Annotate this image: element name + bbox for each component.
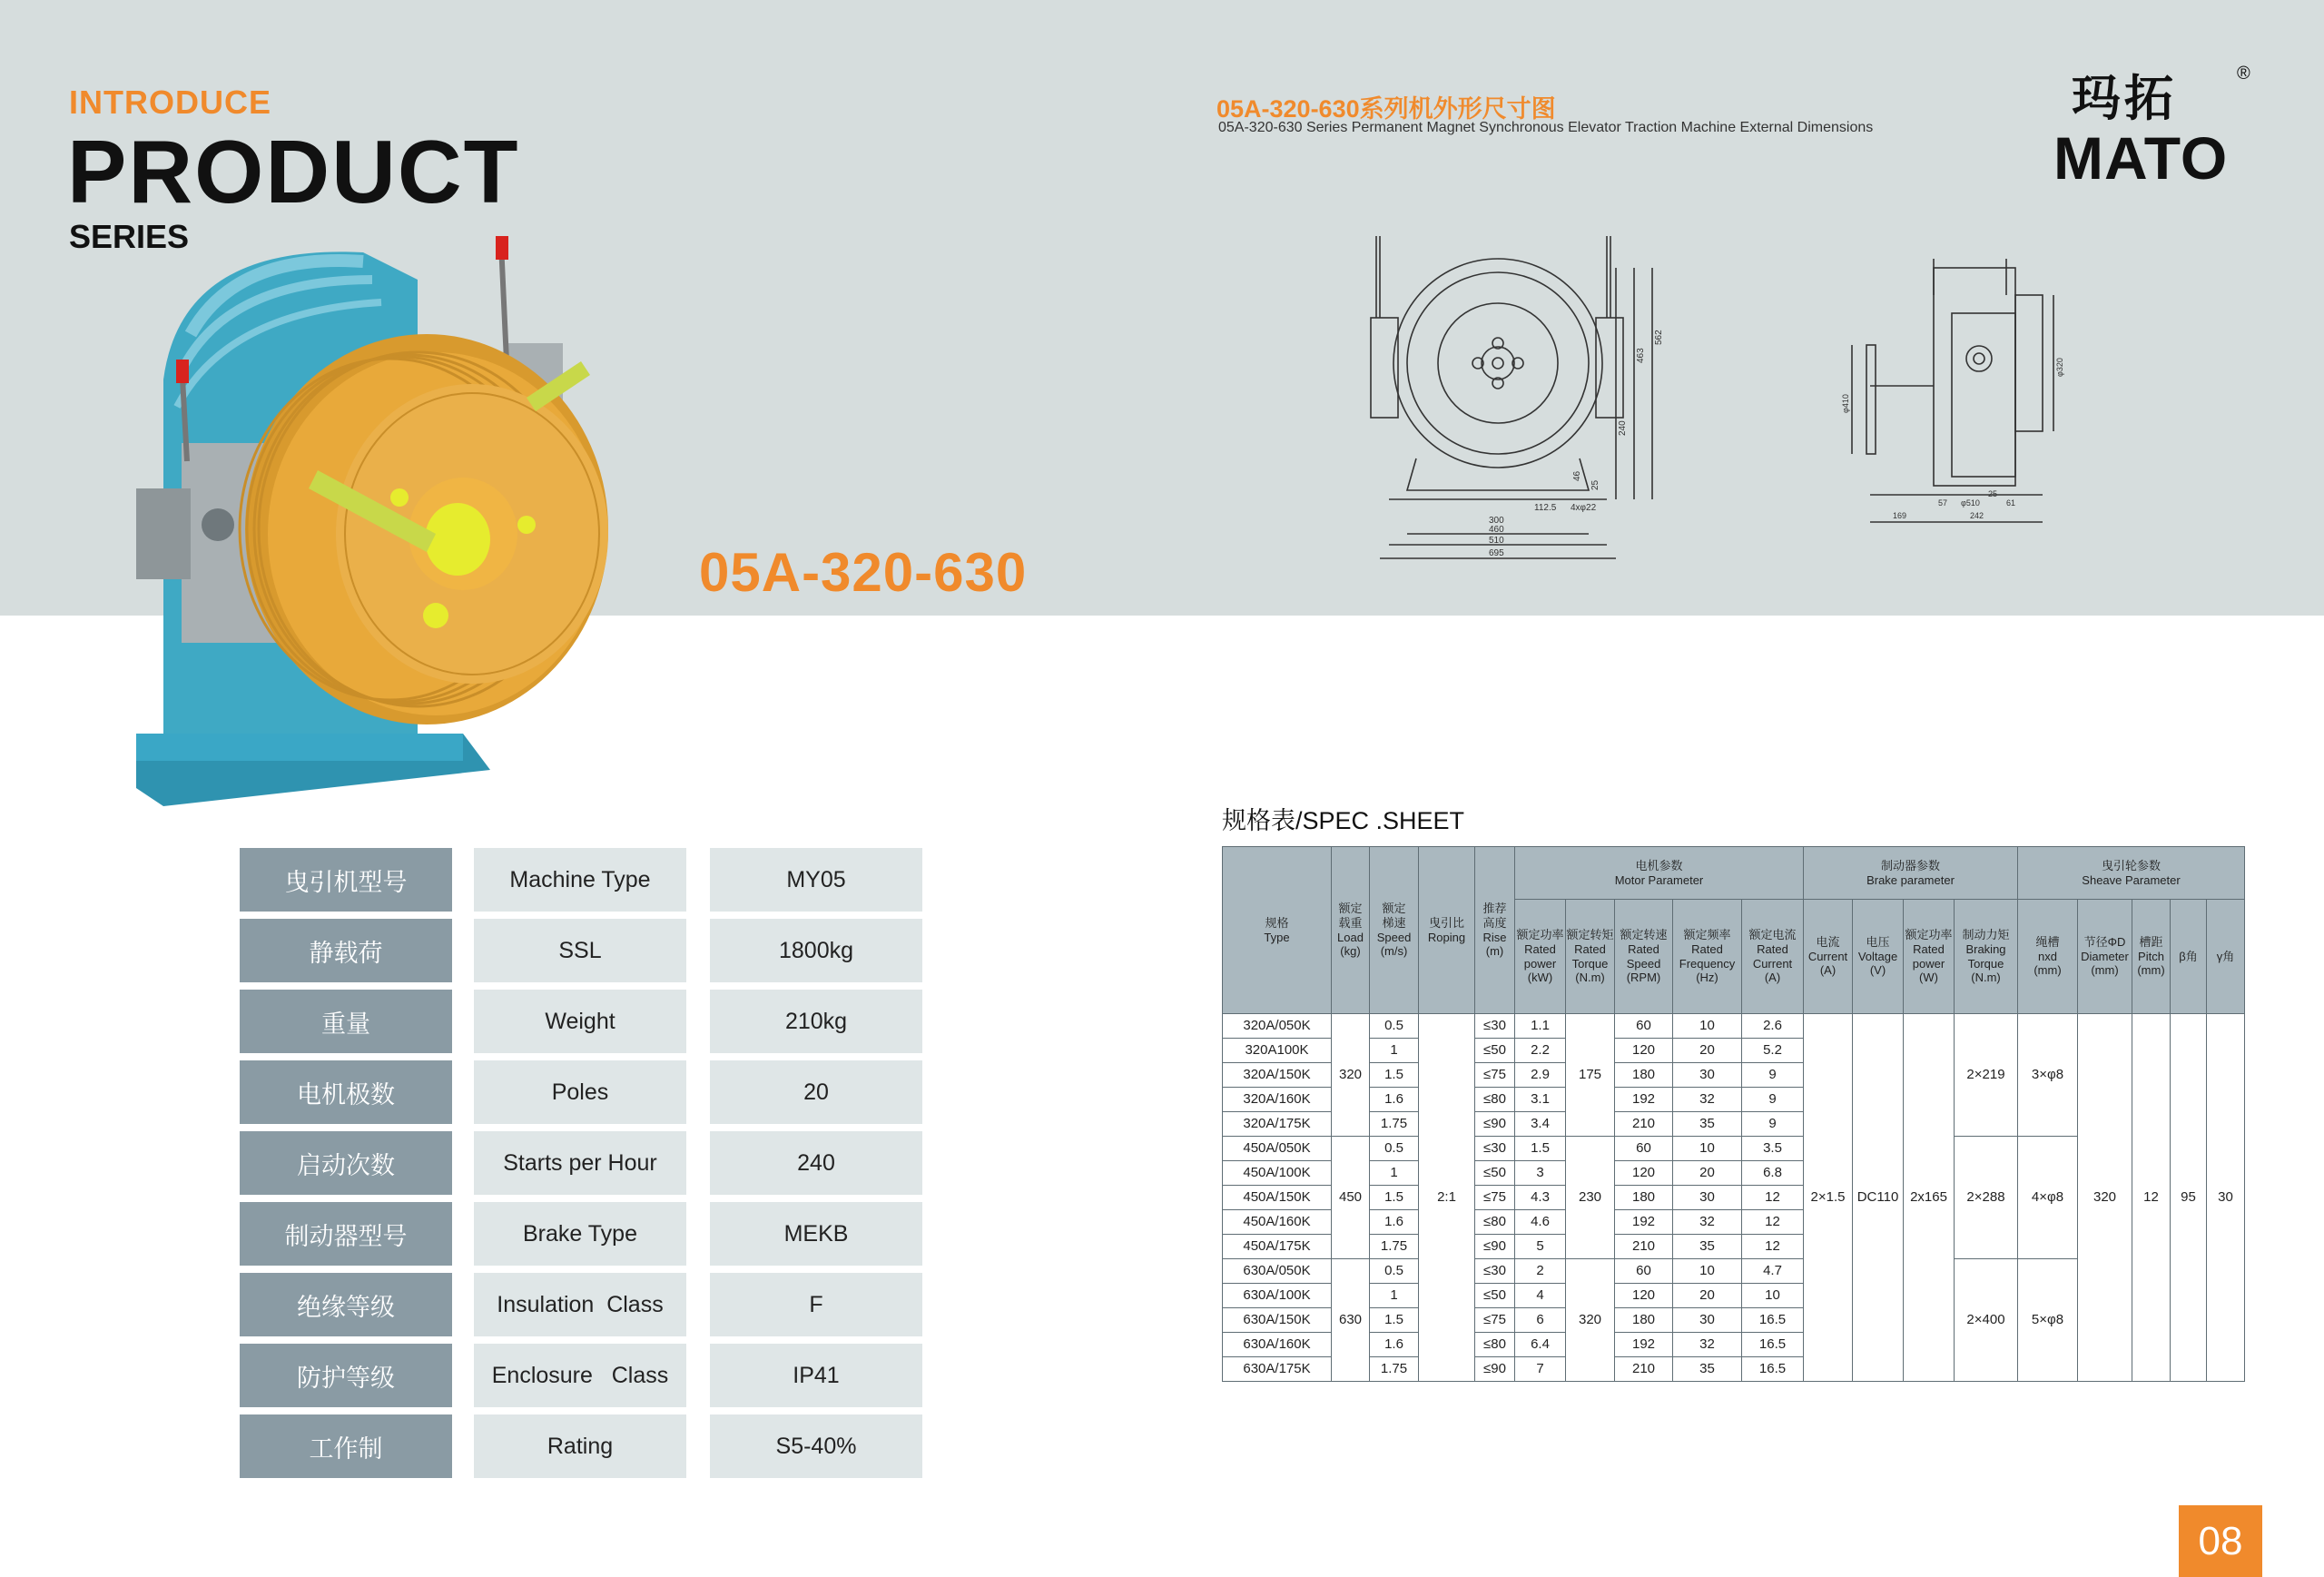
cell-speed: 1.5 [1370, 1063, 1419, 1088]
th-torque: 额定转矩 Rated Torque (N.m) [1566, 900, 1615, 1014]
cell-current: 3.5 [1742, 1137, 1804, 1161]
cell-rise: ≤75 [1475, 1063, 1515, 1088]
cell-rise: ≤75 [1475, 1308, 1515, 1333]
spec-label-cn: 电机极数 [240, 1060, 452, 1124]
dim-240: 240 [1618, 420, 1628, 436]
dim-300: 300 [1489, 516, 1504, 526]
cell-power: 3 [1515, 1161, 1566, 1186]
spec-label-cn: 工作制 [240, 1414, 452, 1478]
cell-power: 5 [1515, 1235, 1566, 1259]
cell-current: 9 [1742, 1088, 1804, 1112]
cell-rpm: 120 [1615, 1161, 1673, 1186]
cell-speed: 1.5 [1370, 1308, 1419, 1333]
cell-rise: ≤90 [1475, 1235, 1515, 1259]
cell-load: 630 [1332, 1259, 1370, 1382]
spec-row-rating [240, 1414, 922, 1478]
cell-diameter: 320 [2078, 1014, 2132, 1382]
side-dimension-drawing [1816, 259, 2070, 549]
cell-roping: 2:1 [1419, 1014, 1475, 1382]
cell-power: 2.2 [1515, 1039, 1566, 1063]
spec-row-machine-type [240, 848, 922, 912]
dim-57: 57 [1938, 498, 1948, 508]
cell-freq: 30 [1673, 1063, 1742, 1088]
dim-61: 61 [2006, 498, 2016, 508]
cell-rpm: 60 [1615, 1014, 1673, 1039]
th-brake-power: 额定功率 Rated power (W) [1904, 900, 1955, 1014]
cell-type: 450A/160K [1223, 1210, 1332, 1235]
spec-row-insulation [240, 1273, 922, 1336]
cell-torque: 175 [1566, 1014, 1615, 1137]
dim-phi410: φ410 [1841, 394, 1850, 413]
cell-current: 16.5 [1742, 1357, 1804, 1382]
table-row [1223, 1014, 2245, 1039]
cell-current: 5.2 [1742, 1039, 1804, 1063]
cell-freq: 20 [1673, 1039, 1742, 1063]
spec-row-ssl [240, 919, 922, 982]
cell-rise: ≤75 [1475, 1186, 1515, 1210]
cell-type: 320A/050K [1223, 1014, 1332, 1039]
cell-type: 450A/050K [1223, 1137, 1332, 1161]
cell-power: 4.6 [1515, 1210, 1566, 1235]
drawing-title-cn: 05A-320-630系列机外形尺寸图 [1216, 95, 1556, 123]
cell-speed: 1.75 [1370, 1112, 1419, 1137]
th-speed: 额定 梯速 Speed (m/s) [1370, 847, 1419, 1014]
cell-speed: 1.6 [1370, 1210, 1419, 1235]
cell-rpm: 210 [1615, 1357, 1673, 1382]
cell-current: 16.5 [1742, 1333, 1804, 1357]
spec-label-cn: 绝缘等级 [240, 1273, 452, 1336]
spec-row-weight [240, 990, 922, 1053]
cell-rpm: 180 [1615, 1063, 1673, 1088]
dim-4x22: 4xφ22 [1571, 503, 1597, 513]
th-load: 额定 载重 Load (kg) [1332, 847, 1370, 1014]
cell-rpm: 192 [1615, 1333, 1673, 1357]
spec-label-en: SSL [474, 919, 686, 982]
spec-value: 210kg [710, 990, 922, 1053]
cell-freq: 35 [1673, 1357, 1742, 1382]
dim-25: 25 [1590, 479, 1600, 490]
cell-current: 12 [1742, 1210, 1804, 1235]
cell-power: 6.4 [1515, 1333, 1566, 1357]
cell-freq: 20 [1673, 1161, 1742, 1186]
th-gamma: γ角 [2207, 900, 2245, 1014]
cell-load: 320 [1332, 1014, 1370, 1137]
dim-242: 242 [1970, 511, 1984, 520]
cell-type: 320A/175K [1223, 1112, 1332, 1137]
cell-current: 6.8 [1742, 1161, 1804, 1186]
cell-freq: 32 [1673, 1333, 1742, 1357]
spec-label-cn: 制动器型号 [240, 1202, 452, 1266]
cell-freq: 35 [1673, 1112, 1742, 1137]
cell-speed: 0.5 [1370, 1137, 1419, 1161]
dim-phi320: φ320 [2055, 358, 2064, 377]
th-current: 额定电流 Rated Current (A) [1742, 900, 1804, 1014]
cell-type: 320A/150K [1223, 1063, 1332, 1088]
th-brake-voltage: 电压 Voltage (V) [1853, 900, 1904, 1014]
cell-type: 630A/150K [1223, 1308, 1332, 1333]
dim-169: 169 [1893, 511, 1907, 520]
spec-label-en: Insulation Class [474, 1273, 686, 1336]
th-power: 额定功率 Rated power (kW) [1515, 900, 1566, 1014]
cell-torque: 230 [1566, 1137, 1615, 1259]
cell-power: 3.4 [1515, 1112, 1566, 1137]
th-brake-group: 制动器参数 Brake parameter [1804, 847, 2018, 900]
th-sheave-group: 曳引轮参数 Sheave Parameter [2018, 847, 2245, 900]
cell-speed: 1.5 [1370, 1186, 1419, 1210]
cell-type: 320A/160K [1223, 1088, 1332, 1112]
spec-label-cn: 静载荷 [240, 919, 452, 982]
th-rpm: 额定转速 Rated Speed (RPM) [1615, 900, 1673, 1014]
th-frequency: 额定频率 Rated Frequency (Hz) [1673, 900, 1742, 1014]
spec-label-en: Machine Type [474, 848, 686, 912]
th-motor-group: 电机参数 Motor Parameter [1515, 847, 1804, 900]
cell-brake-voltage: DC110 [1853, 1014, 1904, 1382]
cell-power: 1.1 [1515, 1014, 1566, 1039]
cell-freq: 30 [1673, 1186, 1742, 1210]
cell-current: 9 [1742, 1063, 1804, 1088]
cell-rpm: 210 [1615, 1235, 1673, 1259]
cell-type: 630A/160K [1223, 1333, 1332, 1357]
cell-grooves: 3×φ8 [2018, 1014, 2078, 1137]
cell-rise: ≤80 [1475, 1210, 1515, 1235]
cell-power: 1.5 [1515, 1137, 1566, 1161]
spec-value: F [710, 1273, 922, 1336]
series-label: SERIES [69, 218, 190, 255]
dim-112-5: 112.5 [1534, 503, 1557, 513]
spec-value: 20 [710, 1060, 922, 1124]
cell-rise: ≤50 [1475, 1284, 1515, 1308]
cell-braking-torque: 2×400 [1955, 1259, 2018, 1382]
spec-value: IP41 [710, 1344, 922, 1407]
cell-type: 630A/050K [1223, 1259, 1332, 1284]
cell-speed: 1.6 [1370, 1333, 1419, 1357]
brand-logo-cn: 玛拓 [2072, 72, 2177, 126]
cell-type: 320A100K [1223, 1039, 1332, 1063]
cell-speed: 1.6 [1370, 1088, 1419, 1112]
spec-label-en: Brake Type [474, 1202, 686, 1266]
cell-speed: 0.5 [1370, 1259, 1419, 1284]
dim-463: 463 [1636, 348, 1646, 363]
spec-sheet-title: 规格表/SPEC .SHEET [1222, 807, 1465, 834]
spec-row-starts [240, 1131, 922, 1195]
cell-rise: ≤90 [1475, 1357, 1515, 1382]
page-number: 08 [2179, 1505, 2262, 1577]
spec-label-en: Weight [474, 990, 686, 1053]
th-beta: β角 [2171, 900, 2207, 1014]
th-braking-torque: 制动力矩 Braking Torque (N.m) [1955, 900, 2018, 1014]
cell-freq: 32 [1673, 1210, 1742, 1235]
cell-power: 2.9 [1515, 1063, 1566, 1088]
cell-grooves: 4×φ8 [2018, 1137, 2078, 1259]
cell-power: 4.3 [1515, 1186, 1566, 1210]
spec-label-cn: 重量 [240, 990, 452, 1053]
cell-speed: 1 [1370, 1284, 1419, 1308]
brand-logo-en: MATO [2053, 124, 2229, 192]
registered-mark: ® [2237, 64, 2250, 84]
dim-46: 46 [1572, 470, 1582, 481]
spec-value: MY05 [710, 848, 922, 912]
cell-rpm: 120 [1615, 1039, 1673, 1063]
cell-rpm: 60 [1615, 1137, 1673, 1161]
cell-freq: 10 [1673, 1137, 1742, 1161]
cell-speed: 1 [1370, 1039, 1419, 1063]
spec-label-cn: 曳引机型号 [240, 848, 452, 912]
product-heading: PRODUCT [67, 122, 520, 222]
cell-rise: ≤90 [1475, 1112, 1515, 1137]
cell-braking-torque: 2×288 [1955, 1137, 2018, 1259]
th-pitch: 槽距 Pitch (mm) [2132, 900, 2171, 1014]
spec-label-en: Poles [474, 1060, 686, 1124]
cell-rise: ≤50 [1475, 1161, 1515, 1186]
spec-value: 1800kg [710, 919, 922, 982]
cell-type: 450A/175K [1223, 1235, 1332, 1259]
cell-rpm: 180 [1615, 1308, 1673, 1333]
cell-freq: 32 [1673, 1088, 1742, 1112]
model-number: 05A-320-630 [699, 542, 1028, 603]
spec-label-en: Rating [474, 1414, 686, 1478]
cell-pitch: 12 [2132, 1014, 2171, 1382]
th-type: 规格 Type [1223, 847, 1332, 1014]
cell-load: 450 [1332, 1137, 1370, 1259]
spec-row-poles [240, 1060, 922, 1124]
spec-label-cn: 防护等级 [240, 1344, 452, 1407]
cell-current: 2.6 [1742, 1014, 1804, 1039]
cell-rpm: 60 [1615, 1259, 1673, 1284]
cell-type: 630A/175K [1223, 1357, 1332, 1382]
cell-type: 450A/150K [1223, 1186, 1332, 1210]
cell-freq: 35 [1673, 1235, 1742, 1259]
cell-braking-torque: 2×219 [1955, 1014, 2018, 1137]
cell-torque: 320 [1566, 1259, 1615, 1382]
cell-current: 16.5 [1742, 1308, 1804, 1333]
cell-rise: ≤30 [1475, 1137, 1515, 1161]
th-grooves: 绳槽 nxd (mm) [2018, 900, 2078, 1014]
cell-speed: 1.75 [1370, 1235, 1419, 1259]
spec-label-cn: 启动次数 [240, 1131, 452, 1195]
cell-brake-current: 2×1.5 [1804, 1014, 1853, 1382]
cell-current: 12 [1742, 1186, 1804, 1210]
th-brake-current: 电流 Current (A) [1804, 900, 1853, 1014]
introduce-label: INTRODUCE [69, 84, 271, 121]
cell-freq: 10 [1673, 1259, 1742, 1284]
cell-grooves: 5×φ8 [2018, 1259, 2078, 1382]
cell-rpm: 210 [1615, 1112, 1673, 1137]
th-roping: 曳引比 Roping [1419, 847, 1475, 1014]
spec-sheet-table [1222, 846, 2245, 1382]
cell-rpm: 192 [1615, 1210, 1673, 1235]
cell-brake-power: 2x165 [1904, 1014, 1955, 1382]
dim-460: 460 [1489, 525, 1504, 535]
dim-510: 510 [1489, 536, 1504, 546]
cell-current: 12 [1742, 1235, 1804, 1259]
spec-value: 240 [710, 1131, 922, 1195]
cell-type: 450A/100K [1223, 1161, 1332, 1186]
cell-power: 6 [1515, 1308, 1566, 1333]
cell-rise: ≤30 [1475, 1014, 1515, 1039]
cell-power: 4 [1515, 1284, 1566, 1308]
spec-row-enclosure [240, 1344, 922, 1407]
cell-speed: 1 [1370, 1161, 1419, 1186]
spec-label-en: Enclosure Class [474, 1344, 686, 1407]
dim-25-side: 25 [1988, 489, 1998, 498]
cell-current: 9 [1742, 1112, 1804, 1137]
dim-562: 562 [1654, 330, 1664, 345]
cell-rpm: 120 [1615, 1284, 1673, 1308]
cell-power: 2 [1515, 1259, 1566, 1284]
cell-rise: ≤30 [1475, 1259, 1515, 1284]
dim-phi510: φ510 [1961, 498, 1980, 508]
th-diameter: 节径ΦD Diameter (mm) [2078, 900, 2132, 1014]
spec-value: S5-40% [710, 1414, 922, 1478]
traction-machine-image [127, 225, 672, 806]
spec-label-en: Starts per Hour [474, 1131, 686, 1195]
cell-freq: 20 [1673, 1284, 1742, 1308]
cell-rpm: 180 [1615, 1186, 1673, 1210]
spec-value: MEKB [710, 1202, 922, 1266]
dim-695: 695 [1489, 548, 1504, 558]
front-dimension-drawing [1353, 227, 1752, 563]
cell-type: 630A/100K [1223, 1284, 1332, 1308]
spec-row-brake-type [240, 1202, 922, 1266]
cell-power: 7 [1515, 1357, 1566, 1382]
cell-rise: ≤80 [1475, 1333, 1515, 1357]
cell-rpm: 192 [1615, 1088, 1673, 1112]
cell-freq: 30 [1673, 1308, 1742, 1333]
cell-speed: 1.75 [1370, 1357, 1419, 1382]
cell-rise: ≤80 [1475, 1088, 1515, 1112]
cell-freq: 10 [1673, 1014, 1742, 1039]
cell-gamma: 30 [2207, 1014, 2245, 1382]
cell-power: 3.1 [1515, 1088, 1566, 1112]
cell-beta: 95 [2171, 1014, 2207, 1382]
cell-speed: 0.5 [1370, 1014, 1419, 1039]
th-rise: 推荐 高度 Rise (m) [1475, 847, 1515, 1014]
cell-rise: ≤50 [1475, 1039, 1515, 1063]
cell-current: 10 [1742, 1284, 1804, 1308]
drawing-title-en: 05A-320-630 Series Permanent Magnet Synchronous Elevator Traction Machine External Dimensions [1218, 120, 1874, 135]
cell-current: 4.7 [1742, 1259, 1804, 1284]
